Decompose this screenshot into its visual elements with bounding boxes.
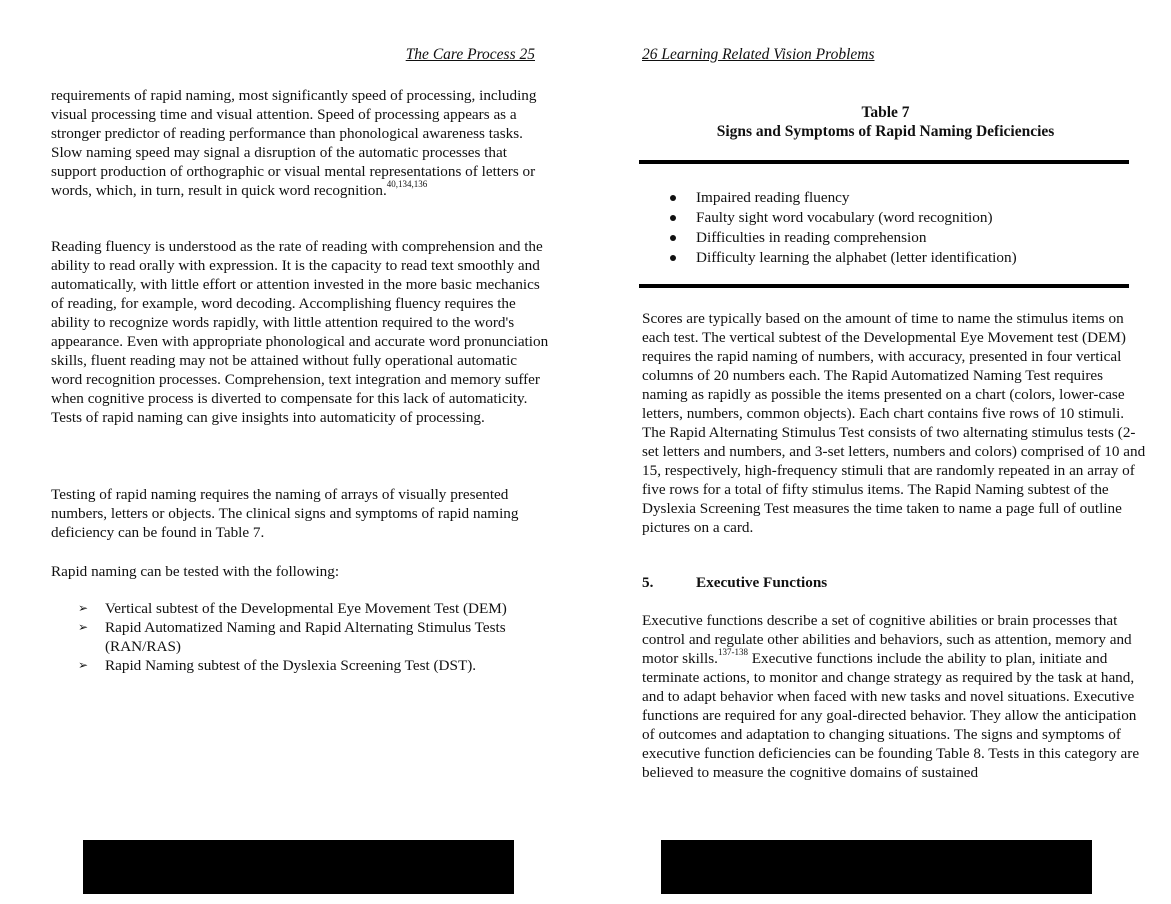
list-item-text: Rapid Naming subtest of the Dyslexia Screening Test (DST). (105, 657, 477, 674)
rapid-naming-intro-line: Rapid naming can be tested with the following: (51, 563, 340, 580)
arrow-bullet-icon: ➢ (78, 620, 89, 634)
citation-superscript: 40,134,136 (386, 178, 428, 189)
arrow-bullet-icon: ➢ (78, 601, 89, 615)
list-item-text: Faulty sight word vocabulary (word recognition) (696, 209, 993, 226)
rapid-naming-test-list (51, 599, 551, 675)
table-bottom-rule (639, 284, 1129, 288)
left-paragraph-1-text: requirements of rapid naming, most significantly speed of processing, including visual processing time and visual attention. Speed of processing appears as a stronger predictor of reading performance than phonological awareness tasks. Slow naming speed may signal a disruption of the automatic processes that support production of orthographic or visual mental representations of letters or words, which, in turn, result in quick word recognition. (51, 87, 537, 199)
list-item-text: Impaired reading fluency (696, 189, 850, 206)
right-paragraph-1 (642, 309, 1147, 537)
redaction-bar (83, 840, 514, 894)
scoring-paragraph: Scores are typically based on the amount of time to name the stimulus items on each test. The vertical subtest of the Developmental Eye Movement test (DEM) requires the rapid naming of numbers, with accuracy, presented in four vertical columns of 20 numbers each. The Rapid Automatized Naming Test requires naming as rapidly as possible the items presented on a chart (colors, lower-case letters, numbers, common objects). Each chart contains five rows of 10 stimuli. The Rapid Alternating Stimulus Test consists of two alternating stimulus tests (2-set letters and numbers, and 3-set letters, numbers and colors) comprised of 10 and 15, respectively, high-frequency stimuli that are randomly repeated in an array of five rows for a total of fifty stimulus items. The Rapid Naming subtest of the Dyslexia Screening Test measures the time taken to name a page full of outline pictures on a card. (642, 310, 1146, 536)
table-number: Table 7 (861, 104, 910, 121)
section-heading (642, 573, 827, 592)
left-paragraph-1 (51, 86, 551, 200)
left-paragraph-3 (51, 485, 551, 542)
list-item (51, 656, 551, 675)
section-number: 5. (642, 574, 654, 591)
right-paragraph-2 (642, 611, 1147, 782)
executive-functions-text-start: Executive functions describe a set of cognitive abilities or brain processes that control and regulate other abilities and behaviors, such as attention, memory and motor skills. (642, 612, 1132, 667)
list-item (642, 188, 1122, 208)
list-item (642, 208, 1122, 228)
bullet-dot-icon (670, 235, 676, 241)
list-item (51, 618, 551, 656)
list-item-text: Difficulties in reading comprehension (696, 229, 927, 246)
left-running-header: The Care Process 25 (405, 46, 535, 63)
bullet-dot-icon (670, 255, 676, 261)
list-item-text: Rapid Automatized Naming and Rapid Alternating Stimulus Tests (RAN/RAS) (105, 619, 506, 655)
reading-fluency-paragraph: Reading fluency is understood as the rate of reading with comprehension and the ability to read orally with expression. It is the capacity to read text smoothly and automatically, with little effort or attention invested in the more basic mechanics of reading, for example, word decoding. Accomplishing fluency requires the ability to recognize words rapidly, with little attention required to the word's appearance. Even with appropriate phonological and accurate word pronunciation skills, fluent reading may not be attained without fully operational automatic word recognition processes. Comprehension, text integration and memory suffer when cognitive process is diverted to compensate for this lack of automaticity. Tests of rapid naming can give insights into automaticity of processing. (51, 238, 549, 426)
left-paragraph-4 (51, 562, 551, 581)
citation-superscript: 137-138 (717, 646, 748, 657)
list-item (642, 228, 1122, 248)
left-paragraph-2 (51, 237, 551, 427)
arrow-bullet-icon: ➢ (78, 658, 89, 672)
rapid-naming-testing-paragraph: Testing of rapid naming requires the naming of arrays of visually presented numbers, letters or objects. The clinical signs and symptoms of rapid naming deficiency can be found in Table 7. (51, 486, 519, 541)
list-item (642, 248, 1122, 268)
executive-functions-text-end: Executive functions include the ability to plan, initiate and terminate actions, to monitor and change strategy as required by the task at hand, and to adapt behavior when faced with new tasks and novel situations. Executive functions are required for any goal-directed behavior. They allow the anticipation of outcomes and adaptation to changing situations. The signs and symptoms of executive function deficiencies can be founding Table 8. Tests in this category are believed to measure the cognitive domains of sustained (642, 650, 1140, 781)
table-caption (642, 103, 1129, 141)
bullet-dot-icon (670, 195, 676, 201)
section-title: Executive Functions (696, 574, 828, 591)
table-top-rule (639, 160, 1129, 164)
list-item-text: Vertical subtest of the Developmental Eye Movement Test (DEM) (105, 600, 507, 617)
list-item-text: Difficulty learning the alphabet (letter identification) (696, 249, 1017, 266)
table-title: Signs and Symptoms of Rapid Naming Deficiencies (716, 123, 1055, 140)
table-symptom-list (642, 188, 1122, 268)
redaction-bar (661, 840, 1092, 894)
right-page (585, 0, 1171, 904)
right-running-header: 26 Learning Related Vision Problems (642, 46, 875, 63)
bullet-dot-icon (670, 215, 676, 221)
list-item (51, 599, 551, 618)
left-page (0, 0, 585, 904)
